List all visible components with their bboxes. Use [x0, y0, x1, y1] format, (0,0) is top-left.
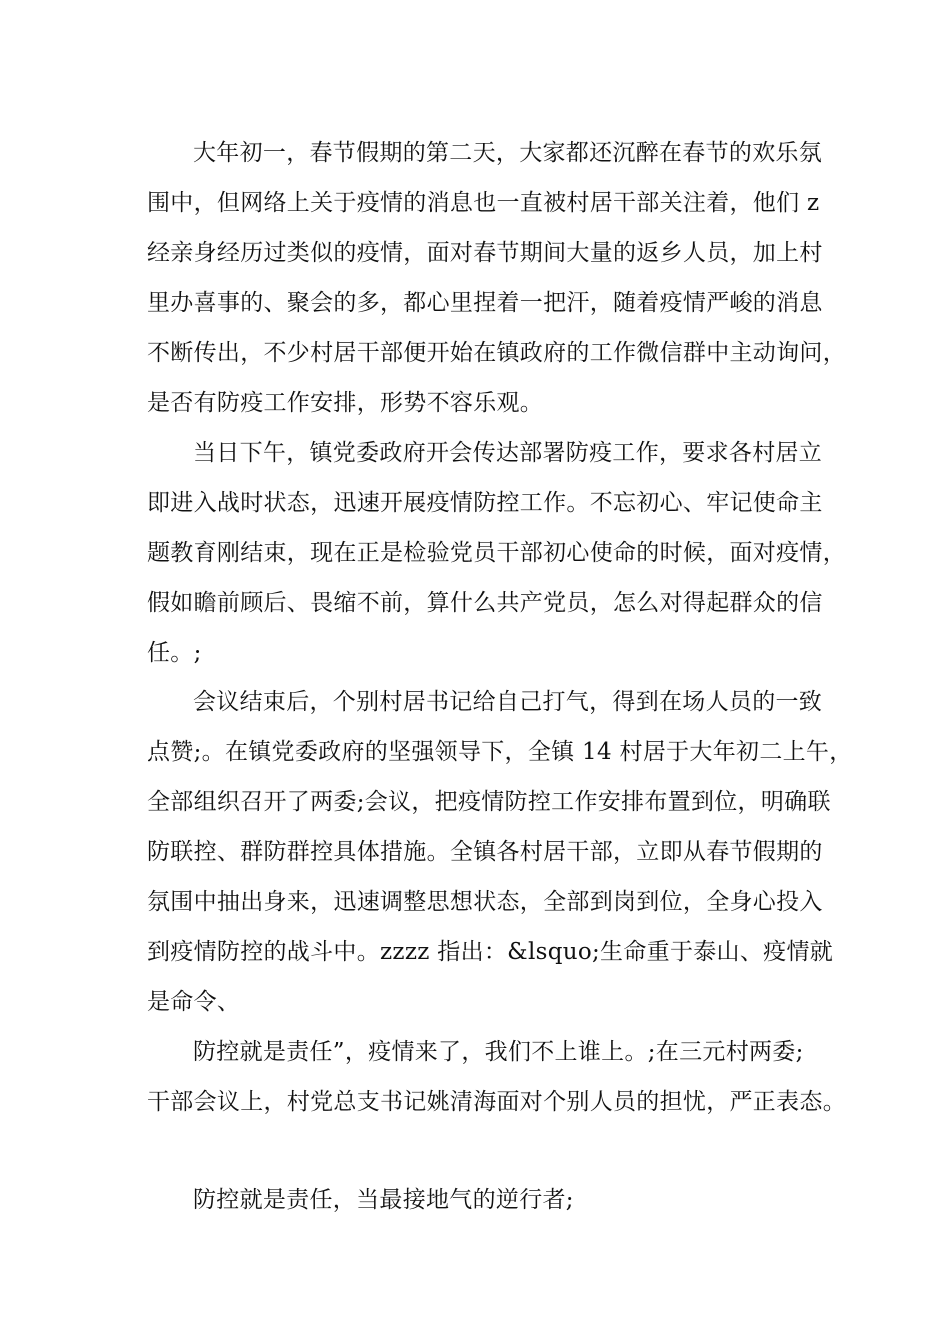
paragraph-2-line-5: 任。;: [147, 640, 202, 666]
paragraph-1-line-4: 里办喜事的、聚会的多，都心里捏着一把汗，随着疫情严峻的消息: [147, 290, 823, 316]
paragraph-1-line-1: 大年初一，春节假期的第二天，大家都还沉醉在春节的欢乐氛: [193, 140, 823, 166]
paragraph-1-line-6: 是否有防疫工作安排，形势不容乐观。: [147, 390, 544, 416]
paragraph-2-line-1: 当日下午，镇党委政府开会传达部署防疫工作，要求各村居立: [193, 440, 823, 466]
paragraph-3-line-2: 点赞;。在镇党委政府的坚强领导下，全镇 14 村居于大年初二上午，: [147, 739, 853, 765]
paragraph-3-line-3: 全部组织召开了两委;会议，把疫情防控工作安排布置到位，明确联: [147, 789, 831, 815]
paragraph-1-line-2: 围中，但网络上关于疫情的消息也一直被村居干部关注着，他们 z: [147, 190, 820, 216]
paragraph-2-line-3: 题教育刚结束，现在正是检验党员干部初心使命的时候，面对疫情，: [147, 540, 846, 566]
paragraph-4-line-2: 干部会议上，村党总支书记姚清海面对个别人员的担忧，严正表态。: [147, 1089, 846, 1115]
paragraph-4-line-1: 防控就是责任”，疫情来了，我们不上谁上。;在三元村两委;: [193, 1039, 804, 1065]
paragraph-1-line-5: 不断传出，不少村居干部便开始在镇政府的工作微信群中主动询问，: [147, 340, 846, 366]
paragraph-3-line-5: 氛围中抽出身来，迅速调整思想状态，全部到岗到位，全身心投入: [147, 889, 823, 915]
paragraph-3-line-7: 是命令、: [147, 989, 241, 1015]
paragraph-2-line-2: 即进入战时状态，迅速开展疫情防控工作。不忘初心、牢记使命主: [147, 490, 823, 516]
paragraph-2-line-4: 假如瞻前顾后、畏缩不前，算什么共产党员，怎么对得起群众的信: [147, 590, 823, 616]
paragraph-3-line-1: 会议结束后，个别村居书记给自己打气，得到在场人员的一致: [193, 689, 823, 715]
paragraph-5-line-1: 防控就是责任，当最接地气的逆行者;: [193, 1187, 574, 1213]
paragraph-1-line-3: 经亲身经历过类似的疫情，面对春节期间大量的返乡人员，加上村: [147, 240, 823, 266]
paragraph-3-line-6: 到疫情防控的战斗中。zzzz 指出：&lsquo;生命重于泰山、疫情就: [147, 939, 834, 965]
paragraph-3-line-4: 防联控、群防群控具体措施。全镇各村居干部，立即从春节假期的: [147, 839, 823, 865]
